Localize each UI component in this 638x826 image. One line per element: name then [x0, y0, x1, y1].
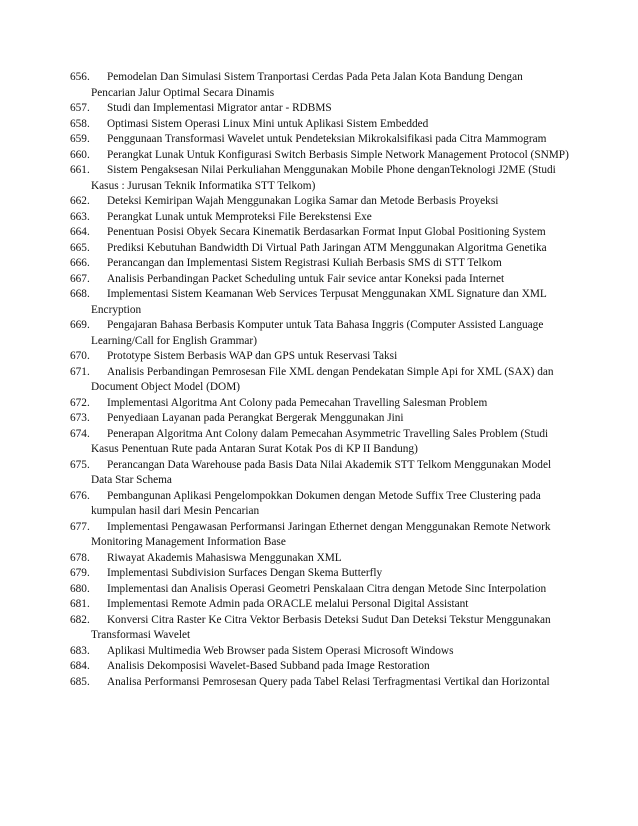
- item-number: 677.: [70, 520, 90, 533]
- list-item: [70, 148, 570, 164]
- item-title: Aplikasi Multimedia Web Browser pada Sistem Operasi Microsoft Windows: [107, 644, 454, 657]
- item-number: 678.: [70, 551, 90, 564]
- item-title: Implementasi Remote Admin pada ORACLE melalui Personal Digital Assistant: [107, 598, 469, 610]
- list-item: [70, 101, 570, 117]
- list-item: [70, 241, 570, 257]
- item-title: Riwayat Akademis Mahasiswa Menggunakan XML: [107, 551, 342, 564]
- item-title: Sistem Pengaksesan Nilai Perkuliahan Menggunakan Mobile Phone denganTeknologi J2ME (Studi Kasus : Jurusan Teknik Informatika STT Telkom): [91, 164, 556, 192]
- item-title: Analisis Perbandingan Packet Scheduling untuk Fair sevice antar Koneksi pada Internet: [107, 272, 505, 285]
- item-title: Analisis Dekomposisi Wavelet-Based Subband pada Image Restoration: [107, 660, 430, 672]
- list-item: [70, 272, 570, 288]
- item-title: Perangkat Lunak untuk Memproteksi File Berekstensi Exe: [107, 210, 372, 223]
- item-number: 669.: [70, 319, 90, 331]
- item-title: Prototype Sistem Berbasis WAP dan GPS untuk Reservasi Taksi: [107, 350, 398, 362]
- list-item: [70, 566, 570, 582]
- item-number: 668.: [70, 288, 90, 300]
- list-item: [70, 613, 570, 644]
- item-number: 682.: [70, 613, 90, 626]
- item-number: 665.: [70, 241, 90, 254]
- item-title: Studi dan Implementasi Migrator antar - RDBMS: [107, 102, 332, 114]
- item-number: 684.: [70, 660, 90, 672]
- item-title: Konversi Citra Raster Ke Citra Vektor Berbasis Deteksi Sudut Dan Deteksi Tekstur Menggunakan Transformasi Wavelet: [91, 613, 551, 641]
- list-item: [70, 597, 570, 613]
- list-item: [70, 210, 570, 226]
- list-item: [70, 365, 570, 396]
- list-item: [70, 659, 570, 675]
- item-number: 672.: [70, 396, 90, 409]
- list-item: [70, 225, 570, 241]
- list-item: [70, 411, 570, 427]
- item-number: 663.: [70, 210, 90, 223]
- item-number: 659.: [70, 133, 90, 145]
- list-item: [70, 287, 570, 318]
- item-title: Perancangan Data Warehouse pada Basis Data Nilai Akademik STT Telkom Menggunakan Model Data Star Schema: [91, 458, 552, 486]
- item-number: 666.: [70, 257, 90, 269]
- list-item: [70, 349, 570, 365]
- item-title: Implementasi Pengawasan Performansi Jaringan Ethernet dengan Menggunakan Remote Network Monitoring Management Information Base: [91, 520, 551, 548]
- item-title: Penyediaan Layanan pada Perangkat Bergerak Menggunakan Jini: [107, 412, 404, 424]
- item-title: Pemodelan Dan Simulasi Sistem Tranportasi Cerdas Pada Peta Jalan Kota Bandung Dengan Pencarian Jalur Optimal Secara Dinamis: [91, 71, 523, 99]
- item-number: 675.: [70, 458, 90, 471]
- item-title: Pembangunan Aplikasi Pengelompokkan Dokumen dengan Metode Suffix Tree Clustering pada kumpulan hasil dari Mesin Pencarian: [91, 489, 541, 517]
- item-title: Implementasi Algoritma Ant Colony pada Pemecahan Travelling Salesman Problem: [107, 396, 488, 409]
- item-number: 658.: [70, 117, 90, 130]
- list-item: [70, 427, 570, 458]
- item-title: Deteksi Kemiripan Wajah Menggunakan Logika Samar dan Metode Berbasis Proyeksi: [107, 195, 499, 207]
- item-number: 656.: [70, 71, 90, 83]
- item-title: Implementasi Sistem Keamanan Web Services Terpusat Menggunakan XML Signature dan XML Encryption: [91, 288, 547, 316]
- list-item: [70, 675, 570, 691]
- item-title: Optimasi Sistem Operasi Linux Mini untuk Aplikasi Sistem Embedded: [107, 117, 429, 130]
- item-title: Implementasi Subdivision Surfaces Dengan Skema Butterfly: [107, 567, 383, 579]
- item-title: Penggunaan Transformasi Wavelet untuk Pendeteksian Mikrokalsifikasi pada Citra Mammogram: [107, 133, 547, 145]
- item-title: Analisa Performansi Pemrosesan Query pada Tabel Relasi Terfragmentasi Vertikal dan Horizontal: [107, 675, 550, 688]
- item-number: 671.: [70, 365, 90, 378]
- item-number: 674.: [70, 427, 90, 440]
- list-item: [70, 582, 570, 598]
- list-item: [70, 194, 570, 210]
- item-number: 661.: [70, 164, 90, 176]
- list-item: [70, 396, 570, 412]
- item-title: Pengajaran Bahasa Berbasis Komputer untuk Tata Bahasa Inggris (Computer Assisted Language Learning/Call for English Grammar): [91, 319, 544, 347]
- item-number: 679.: [70, 567, 90, 579]
- item-number: 681.: [70, 598, 90, 610]
- item-title: Analisis Perbandingan Pemrosesan File XML dengan Pendekatan Simple Api for XML (SAX) dan Document Object Model (DOM): [91, 365, 554, 393]
- item-title: Perangkat Lunak Untuk Konfigurasi Switch Berbasis Simple Network Management Protocol (SNMP): [107, 148, 569, 161]
- item-number: 670.: [70, 350, 90, 362]
- item-number: 683.: [70, 644, 90, 657]
- item-title: Implementasi dan Analisis Operasi Geometri Penskalaan Citra dengan Metode Sinc Interpolation: [107, 582, 547, 595]
- item-number: 662.: [70, 195, 90, 207]
- list-item: [70, 458, 570, 489]
- list-item: [70, 489, 570, 520]
- item-number: 680.: [70, 582, 90, 595]
- item-number: 673.: [70, 412, 90, 424]
- list-item: [70, 163, 570, 194]
- item-number: 685.: [70, 675, 90, 688]
- item-number: 676.: [70, 489, 90, 502]
- list-item: [70, 520, 570, 551]
- list-item: [70, 70, 570, 101]
- item-title: Penentuan Posisi Obyek Secara Kinematik Berdasarkan Format Input Global Positioning System: [107, 226, 546, 238]
- list-item: [70, 551, 570, 567]
- list-item: [70, 132, 570, 148]
- item-number: 667.: [70, 272, 90, 285]
- list-item: [70, 256, 570, 272]
- list-item: [70, 644, 570, 660]
- item-title: Penerapan Algoritma Ant Colony dalam Pemecahan Asymmetric Travelling Sales Problem (Studi Kasus Penentuan Rute pada Antaran Surat Kotak Pos di KP II Bandung): [91, 427, 549, 455]
- item-number: 664.: [70, 226, 90, 238]
- list-item: [70, 318, 570, 349]
- list-item: [70, 117, 570, 133]
- item-number: 660.: [70, 148, 90, 161]
- item-title: Perancangan dan Implementasi Sistem Registrasi Kuliah Berbasis SMS di STT Telkom: [107, 257, 502, 269]
- thesis-title-list: [70, 70, 570, 690]
- item-title: Prediksi Kebutuhan Bandwidth Di Virtual Path Jaringan ATM Menggunakan Algoritma Genetika: [107, 241, 547, 254]
- item-number: 657.: [70, 102, 90, 114]
